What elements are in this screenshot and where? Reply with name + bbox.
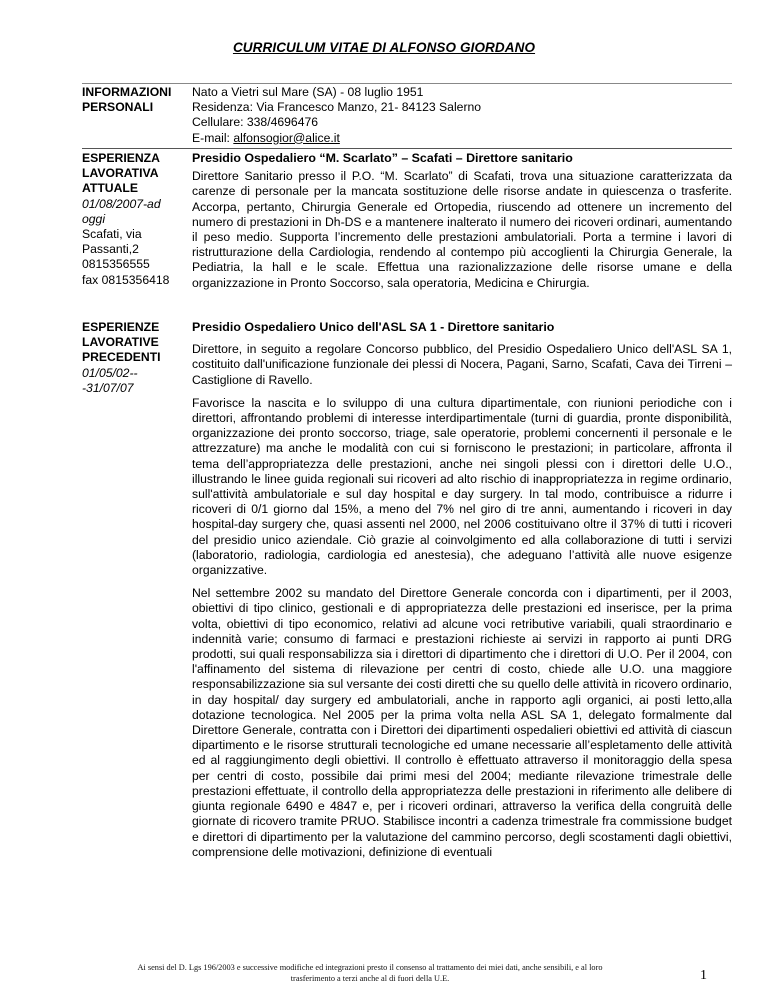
personal-heading xyxy=(82,85,182,115)
privacy-footer xyxy=(90,962,650,984)
previous-date: 01/05/02---31/07/07 xyxy=(82,365,138,395)
heading-line: PRECEDENTI xyxy=(82,350,161,365)
current-date: 01/08/2007-ad oggi xyxy=(82,196,161,226)
heading-line: INFORMAZIONI xyxy=(82,85,172,99)
current-experience-heading xyxy=(82,151,182,288)
previous-paragraph-3: Nel settembre 2002 su mandato del Direttore Generale concorda con i dipartimenti, per il 2003, obiettivi di tipo clinico, gestionali e di appropriatezza delle prestazioni ed inserisce, per la prima volta, obiettivi di tipo economico, relativi ad alcune voci retributive variabili, quali straordinario e indennità varie; consumo di farmaci e prestazioni richieste ai servizi in rapporto ai punti DRG prodotti, sui quali responsabilizza sia i direttori di dipartimento che i direttori di U.O. Per il 2004, con l'affinamento del sistema di rilevazione per centri di costo, chiede alle U.O. una maggiore responsabilizzazione sia sul versante dei costi diretti che su quello delle attività in ricovero ordinario, in day hospital/ day surgery ed ambulatoriali, anche in rapporto agli organici, ai posti letto,alla dotazione tecnologica. Nel 2005 per la prima volta nella ASL SA 1, delegato formalmente dal Direttore Generale, contratta con i Direttori dei dipartimenti ospedalieri obiettivi ed attività di ciascun dipartimento e le risorse strutturali tecnologiche ed umane necessarie all’espletamento delle attività ed al raggiungimento degli obiettivi. Il controllo è effettuato attraverso il monitoraggio della spesa per centri di costo, possibile dai primi mesi del 2004; mediante rilevazione trimestrale delle prestazioni effettuate, il controllo della appropriatezza delle prestazioni in riferimento alle delibere di giunta regionale 6490 e 4847 e, per i ricoveri ordinari, attraverso la verifica della congruità delle giornate di ricovero tramite PRUO. Stabilisce incontri a cadenza trimestrale fra commissione budget e direttori di dipartimento per la valutazione del cammino percorso, degli scostamenti dagli obiettivi, comprensione delle motivazioni, definizione di eventuali xyxy=(192,586,732,859)
section-divider xyxy=(82,148,732,149)
page-number: 1 xyxy=(700,968,707,983)
current-experience xyxy=(192,151,732,299)
residence-info: Residenza: Via Francesco Manzo, 21- 84123 Salerno xyxy=(192,100,482,115)
email-link[interactable]: alfonsogior@alice.it xyxy=(233,130,340,145)
previous-experience-heading xyxy=(82,320,182,396)
heading-line: ESPERIENZE xyxy=(82,320,160,334)
heading-line: ESPERIENZA xyxy=(82,151,160,165)
heading-line: ATTUALE xyxy=(82,181,138,196)
heading-line: LAVORATIVA xyxy=(82,166,159,181)
current-address: Scafati, via Passanti,2 xyxy=(82,227,142,257)
current-job-title: Presidio Ospedaliero “M. Scarlato” – Scafati – Direttore sanitario xyxy=(192,151,573,165)
section-divider xyxy=(82,83,732,84)
birth-info: Nato a Vietri sul Mare (SA) - 08 luglio 1951 xyxy=(192,85,424,99)
mobile-info: Cellulare: 338/4696476 xyxy=(192,115,319,130)
footer-line: Ai sensi del D. Lgs 196/2003 e successive modifiche ed integrazioni presto il consenso al trattamento dei miei dati, anche sensibili, e al loro xyxy=(137,963,603,972)
heading-line: LAVORATIVE xyxy=(82,335,159,350)
previous-job-title: Presidio Ospedaliero Unico dell'ASL SA 1 - Direttore sanitario xyxy=(192,320,555,334)
email-info xyxy=(192,131,732,146)
current-description: Direttore Sanitario presso il P.O. “M. Scarlato” di Scafati, trova una situazione caratterizzata da carenze di personale per la mancata sostituzione delle risorse andate in quiescenza o trasferite. Accorpa, pertanto, Chirurgia Generale ed Ortopedia, riuscendo ad ottenere un incremento del numero di prestazioni in Dh-DS e a mantenere inalterato il numero dei ricoveri ordinari, aumentando il peso medio. Supporta l’incremento delle prestazioni ambulatoriali. Porta a termine i lavori di ristrutturazione della Cardiologia, rendendo al contempo più accoglienti la Chirurgia Generale, la Pediatria, la hall e le scale. Effettua una razionalizzazione delle risorse umane e della organizzazione in Pronto Soccorso, sala operatoria, Medicina e Chirurgia. xyxy=(192,169,732,290)
email-label: E-mail: xyxy=(192,130,234,145)
previous-experience xyxy=(192,320,732,868)
personal-info xyxy=(192,85,732,146)
document-title: CURRICULUM VITAE DI ALFONSO GIORDANO xyxy=(232,40,536,55)
footer-line: trasferimento a terzi anche al di fuori della U.E. xyxy=(290,974,450,983)
current-fax: fax 0815356418 xyxy=(82,272,170,287)
previous-paragraph-1: Direttore, in seguito a regolare Concorso pubblico, del Presidio Ospedaliero Unico dell'ASL SA 1, costituito dall'unificazione funzionale dei plessi di Nocera, Pagani, Sarno, Scafati, Cava dei Tirreni –Castiglione di Ravello. xyxy=(192,342,732,387)
previous-paragraph-2: Favorisce la nascita e lo sviluppo di una cultura dipartimentale, con riunioni periodiche con i direttori, affrontando problemi di interesse interdipartimentale (turni di guardia, pronte disponibilità, organizzazione dei pronto soccorso, triage, sale operatorie, problemi concernenti il personale e le attrezzature) ma anche le modalità con cui si forniscono le prestazioni; in particolare, affronta il tema dell’appropriatezza delle prestazioni, anche nei singoli plessi con i direttori delle U.O., illustrando le linee guida regionali sui ricoveri ad alto rischio di inappropriatezza in regime ordinario, sull'attività ambulatoriale e sul day hospital e day surgery. In tal modo, contribuisce a ridurre i ricoveri di 0/1 giorno dal 15%, a meno del 7% nel giro di tre anni, aumentando i ricoveri in day hospital-day surgery che, quasi assenti nel 2000, nel 2006 costituivano oltre il 37% di tutti i ricoveri del presidio unico aziendale. Ciò grazie al coinvolgimento ed alla collaborazione di tutti i servizi (laboratorio, radiologia, cardiologia ed anestesia), che adeguano l’attività alle nuove esigenze organizzative. xyxy=(192,395,732,578)
heading-line: PERSONALI xyxy=(82,100,154,115)
current-phone: 0815356555 xyxy=(82,257,150,272)
